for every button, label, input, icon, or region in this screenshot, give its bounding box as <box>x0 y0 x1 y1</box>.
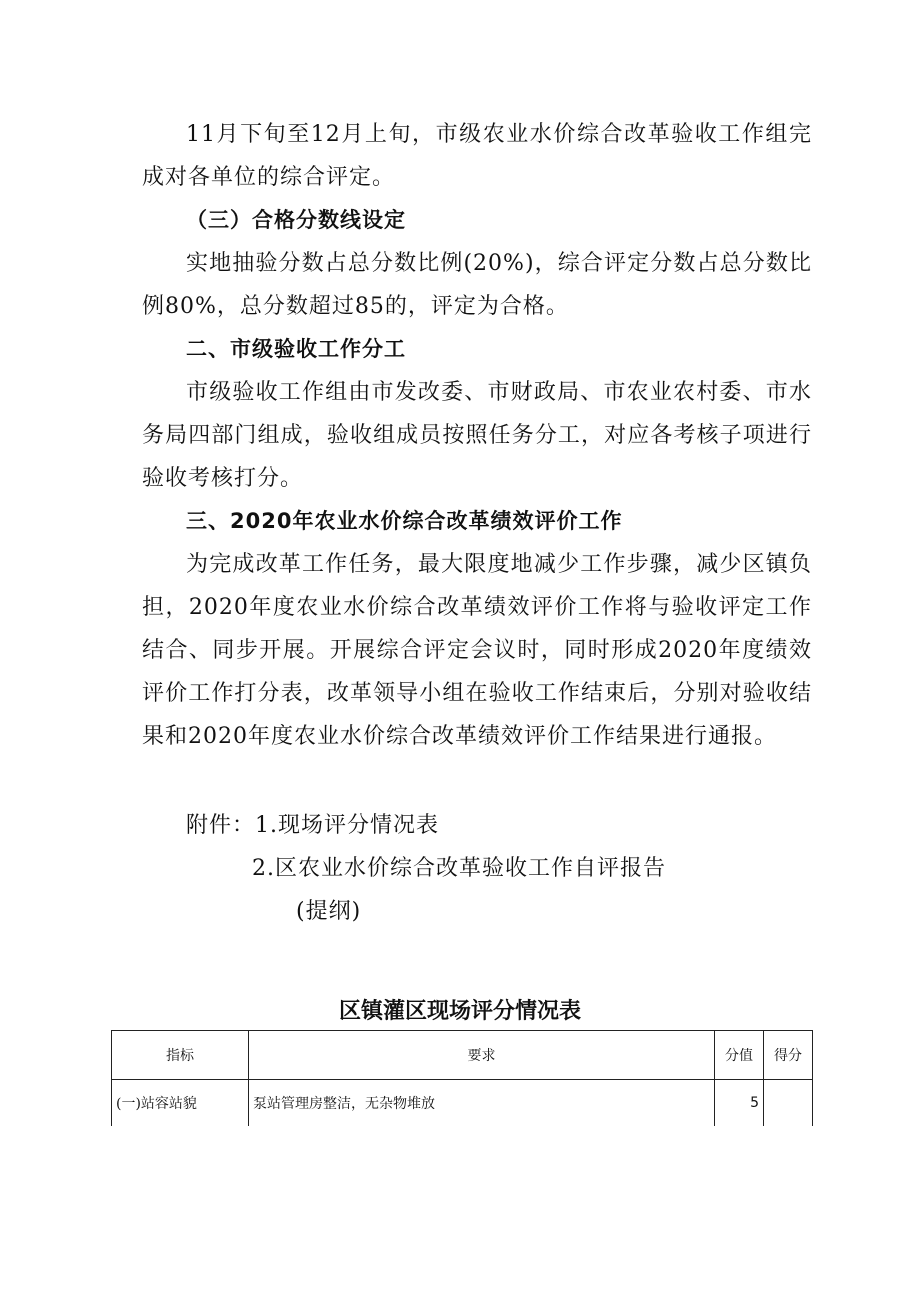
attachment-item-2-note: (提纲) <box>296 899 362 924</box>
paragraph-work-division: 市级验收工作组由市发改委、市财政局、市农业农村委、市水务局四部门组成，验收组成员按照任务分工，对应各考核子项进行验收考核打分。 <box>142 380 812 491</box>
header-score: 得分 <box>764 1031 813 1080</box>
table-row <box>112 1080 813 1127</box>
paragraph-performance-evaluation: 为完成改革工作任务，最大限度地减少工作步骤，减少区镇负担，2020年度农业水价综合改革绩效评价工作将与验收评定工作结合、同步开展。开展综合评定会议时，同时形成2020年度绩效评价工作打分表，改革领导小组在验收工作结束后，分别对验收结果和2020年度农业水价综合改革绩效评价工作结果进行通报。 <box>142 552 812 749</box>
table-title: 区镇灌区现场评分情况表 <box>338 999 581 1024</box>
header-value: 分值 <box>715 1031 764 1080</box>
paragraph-evaluation-schedule: 11月下旬至12月上旬，市级农业水价综合改革验收工作组完成对各单位的综合评定。 <box>142 122 812 190</box>
cell-indicator: (一)站容站貌 <box>112 1080 249 1127</box>
cell-score[interactable] <box>764 1080 813 1127</box>
heading-performance-evaluation: 三、2020年农业水价综合改革绩效评价工作 <box>186 509 623 533</box>
table-header-row <box>112 1031 813 1080</box>
paragraph-passing-score: 实地抽验分数占总分数比例(20%)，综合评定分数占总分数比例80%，总分数超过85的，评定为合格。 <box>142 251 812 319</box>
heading-work-division: 二、市级验收工作分工 <box>186 337 406 361</box>
cell-value: 5 <box>715 1080 764 1127</box>
cell-requirement: 泵站管理房整洁，无杂物堆放 <box>249 1080 715 1127</box>
attachment-label: 附件：1.现场评分情况表 <box>186 813 439 838</box>
attachment-item-2: 2.区农业水价综合改革验收工作自评报告 <box>252 856 666 881</box>
header-requirement: 要求 <box>249 1031 715 1080</box>
heading-passing-score: （三）合格分数线设定 <box>186 208 406 232</box>
header-indicator: 指标 <box>112 1031 249 1080</box>
score-table <box>111 1030 813 1126</box>
